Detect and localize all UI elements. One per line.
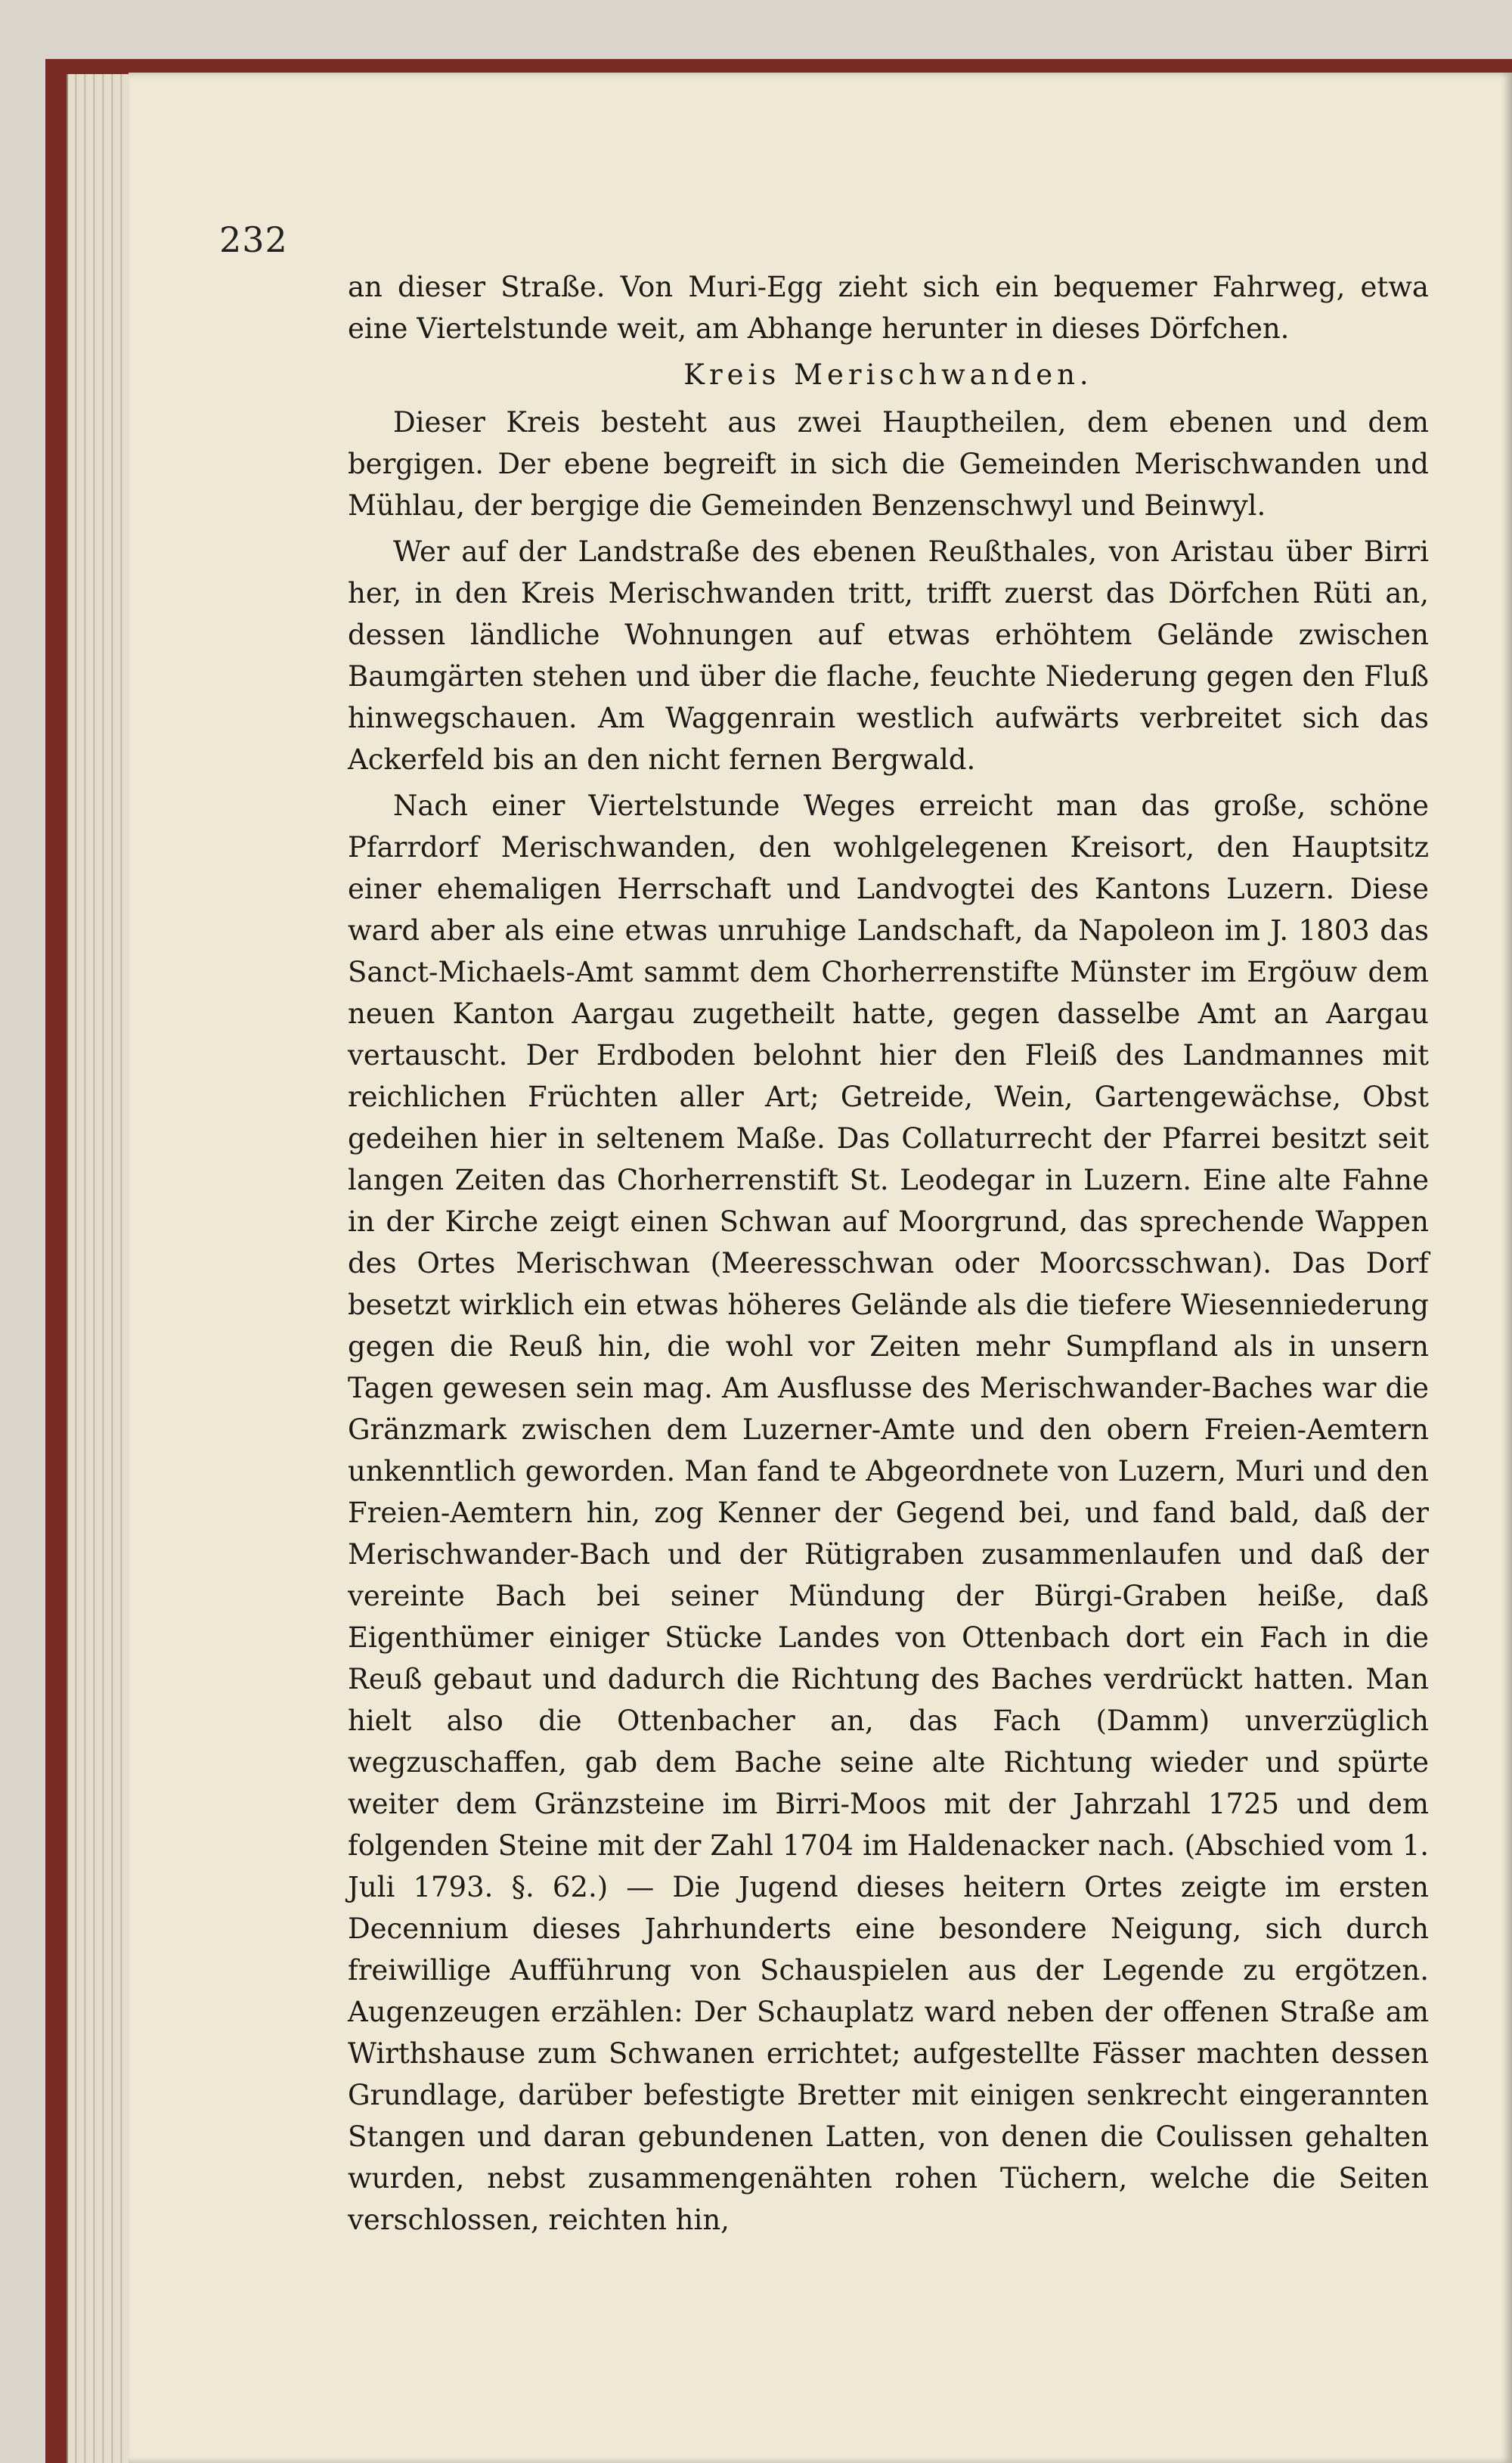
- paragraph: an dieser Straße. Von Muri-Egg zieht sich ein bequemer Fahrweg, etwa eine Viertelstunde weit, am Abhange herunter in dieses Dörfchen.: [348, 271, 1429, 345]
- paragraph: Dieser Kreis besteht aus zwei Hauptheilen, dem ebenen und dem bergigen. Der ebene begreift in sich die Gemeinden Merischwanden und Mühlau, der bergige die Gemeinden Benzenschwyl und Beinwyl.: [348, 406, 1429, 522]
- section-heading: Kreis Merischwanden.: [683, 358, 1093, 391]
- page-number: 232: [219, 219, 288, 260]
- paragraph: Wer auf der Landstraße des ebenen Reußthales, von Aristau über Birri her, in den Kreis Merischwanden tritt, trifft zuerst das Dörfchen Rüti an, dessen ländliche Wohnungen auf etwas erhöhtem Gelände zwischen Baumgärten stehen und über die flache, feuchte Niederung gegen den Fluß hinwegschauen. Am Waggenrain westlich aufwärts verbreitet sich das Ackerfeld bis an den nicht fernen Bergwald.: [348, 535, 1429, 776]
- page-text: [348, 266, 1429, 2245]
- paragraph: Nach einer Viertelstunde Weges erreicht man das große, schöne Pfarrdorf Merischwanden, den wohlgelegenen Kreisort, den Hauptsitz einer ehemaligen Herrschaft und Landvogtei des Kantons Luzern. Diese ward aber als eine etwas unruhige Landschaft, da Napoleon im J. 1803 das Sanct-Michaels-Amt sammt dem Chorherrenstifte Münster im Ergöuw dem neuen Kanton Aargau zugetheilt hatte, gegen dasselbe Amt an Aargau vertauscht. Der Erdboden belohnt hier den Fleiß des Landmannes mit reichlichen Früchten aller Art; Getreide, Wein, Gartengewächse, Obst gedeihen hier in seltenem Maße. Das Collaturrecht der Pfarrei besitzt seit langen Zeiten das Chorherrenstift St. Leodegar in Luzern. Eine alte Fahne in der Kirche zeigt einen Schwan auf Moorgrund, das sprechende Wappen des Ortes Merischwan (Meeresschwan oder Moorcsschwan). Das Dorf besetzt wirklich ein etwas höheres Gelände als die tiefere Wiesenniederung gegen die Reuß hin, die wohl vor Zeiten mehr Sumpfland als in unsern Tagen gewesen sein mag. Am Ausflusse des Merischwander-Baches war die Gränzmark zwischen dem Luzerner-Amte und den obern Freien-Aemtern unkenntlich geworden. Man fand te Abgeordnete von Luzern, Muri und den Freien-Aemtern hin, zog Kenner der Gegend bei, und fand bald, daß der Merischwander-Bach und der Rütigraben zusammenlaufen und daß der vereinte Bach bei seiner Mündung der Bürgi-Graben heiße, daß Eigenthümer einiger Stücke Landes von Ottenbach dort ein Fach in die Reuß gebaut und dadurch die Richtung des Baches verdrückt hatten. Man hielt also die Ottenbacher an, das Fach (Damm) unverzüglich wegzuschaffen, gab dem Bache seine alte Richtung wieder und spürte weiter dem Gränzsteine im Birri-Moos mit der Jahrzahl 1725 und dem folgenden Steine mit der Zahl 1704 im Haldenacker nach. (Abschied vom 1. Juli 1793. §. 62.) — Die Jugend dieses heitern Ortes zeigte im ersten Decennium dieses Jahrhunderts eine besondere Neigung, sich durch freiwillige Aufführung von Schauspielen aus der Legende zu ergötzen. Augenzeugen erzählen: Der Schauplatz ward neben der offenen Straße am Wirthshause zum Schwanen errichtet; aufgestellte Fässer machten dessen Grundlage, darüber befestigte Bretter mit einigen senkrecht eingerannten Stangen und daran gebundenen Latten, von denen die Coulissen gehalten wurden, nebst zusammengenähten rohen Tüchern, welche die Seiten verschlossen, reichten hin,: [348, 789, 1429, 2236]
